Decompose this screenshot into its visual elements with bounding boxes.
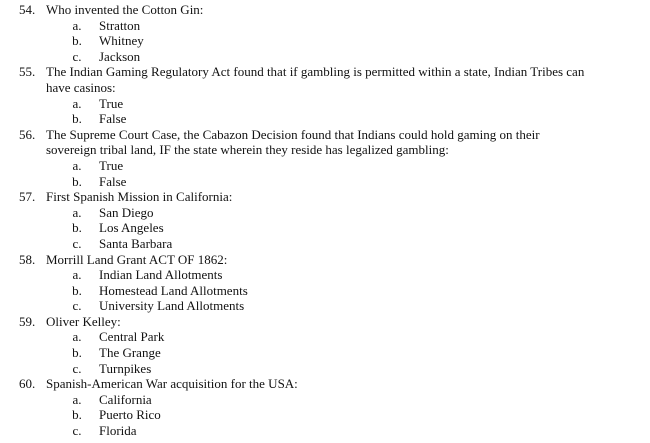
- answer-option: [0, 18, 650, 34]
- option-letter: a.: [72, 391, 82, 407]
- question-row: [0, 127, 650, 143]
- option-text: False: [99, 111, 127, 127]
- answer-option: [0, 361, 650, 377]
- question-text: The Indian Gaming Regulatory Act found that if gambling is permitted within a state, Indian Tribes can: [46, 64, 585, 80]
- option-text: True: [99, 157, 124, 173]
- answer-option: [0, 33, 650, 49]
- option-letter: b.: [72, 282, 82, 298]
- question-row: [0, 2, 650, 18]
- question-number: 54.: [19, 2, 36, 17]
- option-text: The Grange: [99, 345, 161, 361]
- answer-option: [0, 345, 650, 361]
- answer-option: [0, 220, 650, 236]
- option-text: Stratton: [99, 17, 141, 33]
- option-text: False: [99, 173, 127, 189]
- question-row: [0, 64, 650, 80]
- option-text: Florida: [99, 423, 137, 439]
- quiz-document: [0, 2, 650, 439]
- question-text: Morrill Land Grant ACT OF 1862:: [46, 251, 228, 267]
- option-text: Central Park: [99, 329, 165, 345]
- question-text: sovereign tribal land, IF the state wherein they reside has legalized gambling:: [46, 142, 449, 158]
- option-text: Homestead Land Allotments: [99, 282, 248, 298]
- question-text: Who invented the Cotton Gin:: [46, 2, 204, 17]
- answer-option: [0, 329, 650, 345]
- option-text: Whitney: [99, 33, 144, 49]
- option-letter: a.: [72, 95, 82, 111]
- question-row: [0, 252, 650, 268]
- option-text: California: [99, 391, 152, 407]
- option-letter: b.: [72, 173, 82, 189]
- answer-option: [0, 407, 650, 423]
- question-text: First Spanish Mission in California:: [46, 189, 233, 205]
- answer-option: [0, 423, 650, 439]
- option-text: San Diego: [99, 204, 154, 220]
- question-number: 55.: [19, 64, 36, 80]
- question-number: 60.: [19, 376, 36, 392]
- answer-option: [0, 298, 650, 314]
- answer-option: [0, 174, 650, 190]
- option-text: True: [99, 95, 124, 111]
- question-number: 57.: [19, 189, 36, 205]
- answer-option: [0, 283, 650, 299]
- question-continuation-row: [0, 142, 650, 158]
- option-letter: c.: [72, 360, 82, 376]
- question-row: [0, 189, 650, 205]
- option-letter: b.: [72, 345, 82, 361]
- option-letter: c.: [72, 298, 82, 314]
- question-text: Spanish-American War acquisition for the USA:: [46, 376, 298, 392]
- option-text: Santa Barbara: [99, 235, 173, 251]
- option-text: Puerto Rico: [99, 407, 161, 423]
- option-letter: a.: [72, 204, 82, 220]
- question-number: 58.: [19, 251, 36, 267]
- option-text: Turnpikes: [99, 360, 152, 376]
- answer-option: [0, 236, 650, 252]
- option-letter: c.: [72, 235, 82, 251]
- question-number: 59.: [19, 313, 36, 329]
- option-letter: a.: [72, 267, 82, 283]
- answer-option: [0, 49, 650, 65]
- option-text: Indian Land Allotments: [99, 267, 223, 283]
- option-text: Los Angeles: [99, 220, 164, 236]
- question-number: 56.: [19, 126, 36, 142]
- answer-option: [0, 392, 650, 408]
- option-letter: b.: [72, 220, 82, 236]
- answer-option: [0, 96, 650, 112]
- option-letter: c.: [72, 423, 82, 439]
- answer-option: [0, 158, 650, 174]
- answer-option: [0, 205, 650, 221]
- option-letter: b.: [72, 33, 82, 49]
- option-letter: b.: [72, 111, 82, 127]
- option-text: Jackson: [99, 48, 141, 64]
- answer-option: [0, 267, 650, 283]
- question-row: [0, 376, 650, 392]
- question-text: Oliver Kelley:: [46, 313, 121, 329]
- option-text: University Land Allotments: [99, 298, 245, 314]
- option-letter: a.: [72, 17, 82, 33]
- question-continuation-row: [0, 80, 650, 96]
- option-letter: c.: [72, 48, 82, 64]
- option-letter: b.: [72, 407, 82, 423]
- option-letter: a.: [72, 329, 82, 345]
- question-text: The Supreme Court Case, the Cabazon Decision found that Indians could hold gaming on their: [46, 126, 540, 142]
- answer-option: [0, 111, 650, 127]
- option-letter: a.: [72, 157, 82, 173]
- question-text: have casinos:: [46, 79, 116, 95]
- question-row: [0, 314, 650, 330]
